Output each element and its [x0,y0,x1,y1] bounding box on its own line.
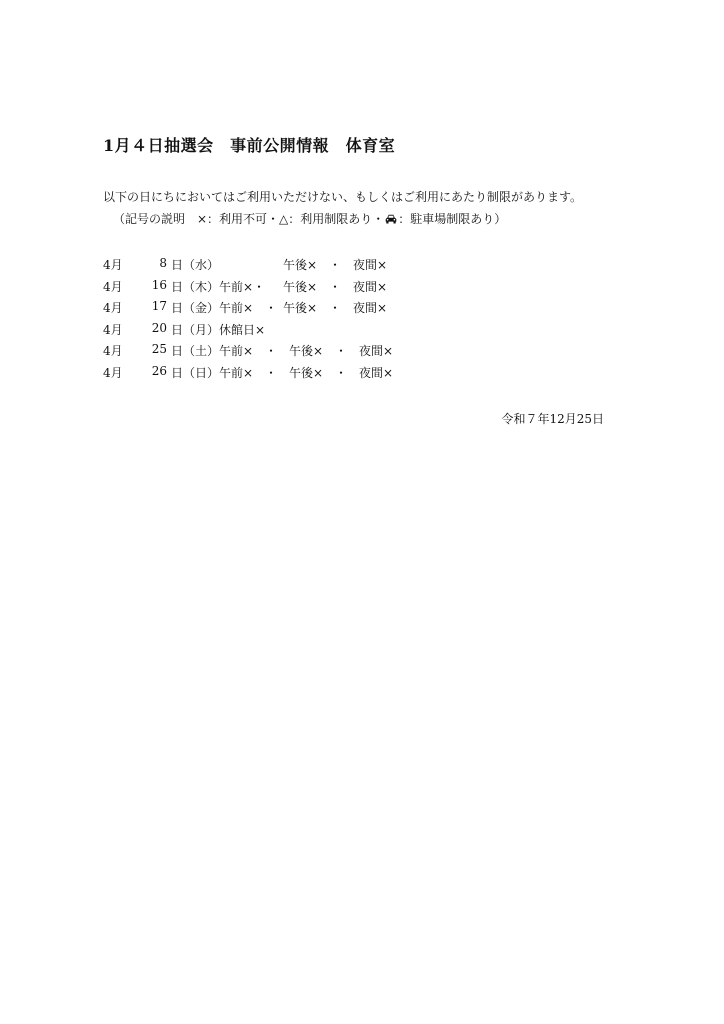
legend-prefix: （記号の説明 ×：利用不可・△：利用制限あり・ [113,212,385,226]
row-day: 20 [151,320,167,335]
row-weekday: （月） [183,322,220,337]
row-day: 26 [151,363,167,378]
car-icon [385,214,397,224]
row-day-unit: 日 [171,344,184,359]
row-day-unit: 日 [171,258,184,272]
row-month: 4月 [103,258,123,272]
legend-suffix: ：駐車場制限あり） [398,212,507,226]
row-month: 4月 [103,322,123,337]
row-availability: 休館日× [219,322,266,337]
row-day: 8 [159,256,167,270]
row-day-unit: 日 [171,301,184,316]
row-month: 4月 [103,344,123,359]
row-availability: 午前× ・ [219,301,278,316]
row-weekday: （木） [183,279,220,294]
row-availability: 午後× ・ 夜間× [283,258,388,272]
row-day-unit: 日 [171,279,184,294]
symbol-legend [113,210,506,227]
row-availability: 午後× ・ 夜間× [283,301,388,316]
row-day: 25 [151,342,167,357]
row-month: 4月 [103,279,123,294]
row-availability: 午前×・ [219,279,266,294]
row-availability: 午後× ・ 夜間× [289,365,394,380]
row-availability: 午前× ・ [219,365,278,380]
row-day: 17 [151,299,167,314]
row-availability: 午後× ・ 夜間× [289,344,394,359]
row-weekday: （水） [183,258,220,272]
row-availability: 午後× ・ 夜間× [283,279,388,294]
row-day: 16 [151,277,167,292]
intro-text: 以下の日にちにおいてはご利用いただけない、もしくはご利用にあたり制限があります。 [103,190,583,204]
row-day-unit: 日 [171,365,184,380]
document-title: 1月４日抽選会 事前公開情報 体育室 [103,136,396,155]
row-weekday: （日） [183,365,220,380]
row-month: 4月 [103,301,123,316]
issue-date: 令和７年12月25日 [501,412,604,426]
row-month: 4月 [103,365,123,380]
row-weekday: （金） [183,301,220,316]
row-weekday: （土） [183,344,220,359]
row-day-unit: 日 [171,322,184,337]
row-availability: 午前× ・ [219,344,278,359]
